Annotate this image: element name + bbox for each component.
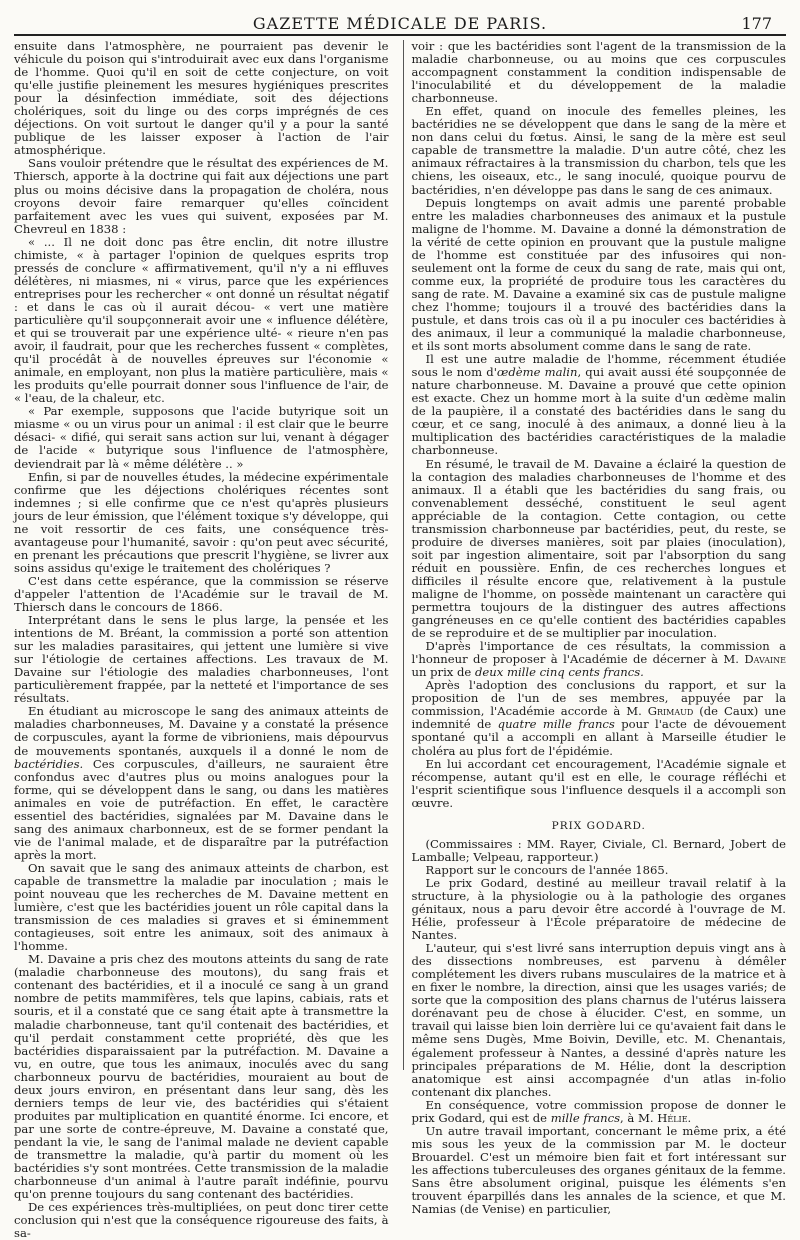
paragraph: De ces expériences très-multipliées, on peut donc tirer cette conclusion qui n'est que la conséquence rigoureuse des faits, à sa- — [14, 1200, 389, 1240]
person-name: Grimaud — [647, 704, 694, 719]
paragraph: Interprétant dans le sens le plus large, la pensée et les intentions de M. Bréant, la commission a porté son attention sur les maladies parasitaires, qui jettent une lumière si vive sur l'étiologie de certaines affections. Les travaux de M. Davaine sur l'étiologie des maladies charbonneuses, l'ont particulièrement frappée, par la netteté et l'importance de ses résultats. — [14, 613, 389, 706]
text-run: (de Caux) une indemnité de — [411, 704, 787, 732]
text-columns — [14, 39, 787, 1240]
paragraph: Le prix Godard, destiné au meilleur travail relatif à la structure, à la physiologie ou à la pathologie des organes génitaux, nous a paru devoir être accordé à l'ouvrage de M. Hélie, professeur à l'École préparatoire de médecine de Nantes. — [411, 875, 786, 943]
quotation: « Par exemple, supposons que l'acide butyrique soit un miasme « ou un virus pour un animal : il est clair que le beurre désaci- « difié, qui serait sans action sur lui, venant à dégager de l'acide « butyrique sous l'influence de l'atmosphère, deviendrait par là « même délétère .. » — [14, 404, 389, 471]
paragraph: En résumé, le travail de M. Davaine a éclairé la question de la contagion des maladies charbonneuses de l'homme et des animaux. Il a établi que les bactéridies du sang frais, ou convenablement desséché, constituent le seul agent appréciable de la contagion. Cette contagion, ou cette transmission charbonneuse par bactéridies, peut, du reste, se produire de diverses manières, soit par plaies (inoculation), soit par ingestion alimentaire, soit par l'absorption du sang réduit en poussière. Enfin, de ces recherches longues et difficiles il résulte encore que, relativement à la pustule maligne de l'homme, on possède maintenant un caractère qui permettra toujours de la distinguer des autres affections gangréneuses en ce qu'elle contient des bactéridies capables de se reproduire et de se multiplier par inoculation. — [411, 456, 786, 641]
journal-title: GAZETTE MÉDICALE DE PARIS. — [252, 14, 548, 33]
left-column — [14, 39, 389, 1240]
header-rule — [14, 34, 786, 36]
paragraph: En lui accordant cet encouragement, l'Académie signale et récompense, autant qu'il est en elle, le courage réfléchi et l'esprit scientifique sous l'influence desquels il a accompli son œuvre. — [411, 756, 786, 810]
paragraph: Un autre travail important, concernant le même prix, a été mis sous les yeux de la commission par M. le docteur Brouardel. C'est un mémoire bien fait et fort intéressant sur les affections tuberculeuses des organes génitaux de la femme. Sans être absolument original, puisque les éléments s'en trouvent éparpillés dans les annales de la science, et que M. Namias (de Venise) en particulier, — [411, 1123, 786, 1217]
text-run: Ces corpuscules, d'ailleurs, ne sauraient être confondus avec d'autres plus ou moins analogues pour la forme, qui se développent dans le sang, ou dans les matières animales en voie de putréfaction. En effet, le caractère essentiel des bactéridies, signalées par M. Davaine dans le sang des animaux charbonneux, est de se former pendant la vie de l'animal malade, et de disparaître par la putréfaction après la mort. — [14, 756, 389, 862]
paragraph: Enfin, si par de nouvelles études, la médecine expérimentale confirme que les déjections cholériques récentes sont indemnes ; si elle confirme que ce n'est qu'après plusieurs jours de leur émission, que l'élément toxique s'y développe, qui ne voit ressortir de ces faits, une conséquence très-avantageuse pour l'humanité, savoir : qu'on peut avec sécurité, en prenant les précautions que prescrit l'hygiène, se livrer aux soins assidus qu'exige le traitement des cholériques ? — [14, 469, 389, 575]
commissioners-line: (Commissaires : MM. Rayer, Civiale, Cl. Bernard, Jobert de Lamballe; Velpeau, rapporteur.) — [411, 836, 786, 864]
quotation: « ... Il ne doit donc pas être enclin, dit notre illustre chimiste, « à partager l'opinion de quelques esprits trop pressés de conclure « affirmativement, qu'il n'y a ni effluves délétères, ni miasmes, ni « virus, parce que les expériences entreprises pour les rechercher « ont donné un résultat négatif : et dans le cas où il aurait décou- « vert une matière particulière qu'il soupçonnerait avoir une « influence délétère, et qui se trouverait par une expérience ulté- « rieure n'en pas avoir, il faudrait, pour que les recherches fussent « complètes, qu'il procédât à de nouvelles épreuves sur l'économie « animale, en employant, non plus la matière particulière, mais « les produits qu'elle pourrait donner sous l'influence de l'air, de « l'eau, de la chaleur, etc. — [14, 234, 389, 406]
text-run: pour l'acte de dévouement spontané qu'il a accompli en allant à Marseille étudier le choléra au plus fort de l'épidémie. — [411, 717, 786, 758]
paragraph: ensuite dans l'atmosphère, ne pourraient pas devenir le véhicule du poison qui s'introduirait avec eux dans l'organisme de l'homme. Quoi qu'il en soit de cette conjecture, on voit qu'elle justifie pleinement les mesures hygiéniques prescrites pour la désinfection immédiate, soit des déjections cholériques, soit du linge ou des corps imprégnés de ces déjections. On voit surtout le danger qu'il y a pour la santé publique de les laisser exposer à l'action de l'air atmosphérique. — [14, 39, 389, 158]
person-name: Hélie — [657, 1110, 688, 1125]
text-run: En étudiant au microscope le sang des animaux atteints de maladies charbonneuses, M. Davaine y a constaté la présence de corpuscules, ayant la forme de vibrioniens, mais dépourvus de mouvements spontanés, auxquels il a donné le nom de — [14, 704, 389, 758]
report-title: Rapport sur le concours de l'année 1865. — [425, 862, 669, 877]
paragraph: Depuis longtemps on avait admis une parenté probable entre les maladies charbonneuses des animaux et la pustule maligne de l'homme. M. Davaine a donné la démonstration de la vérité de cette opinion en prouvant que la pustule maligne de l'homme est constituée par des infusoires qui non-seulement ont la forme de ceux du sang de rate, mais qui ont, comme eux, la propriété de produire tous les caractères du sang de rate. M. Davaine a examiné six cas de pustule maligne chez l'homme; toujours il a trouvé des bactéridies dans la pustule, et dans trois cas où il a pu inoculer ces bactéridies à des animaux, il leur a communiqué la maladie charbonneuse, et ils sont morts absolument comme dans le sang de rate. — [411, 195, 786, 354]
page-header — [14, 10, 786, 36]
italic-amount: deux mille cinq cents francs. — [474, 665, 644, 680]
text-run: Il est une autre maladie de l'homme, récemment étudiée sous le nom d' — [411, 352, 786, 380]
paragraph — [412, 1099, 787, 1125]
person-name: Davaine — [744, 652, 786, 667]
right-column — [403, 39, 787, 1217]
page-number: 177 — [741, 14, 772, 33]
paragraph: On savait que le sang des animaux atteints de charbon, est capable de transmettre la maladie par inoculation ; mais le point nouveau que les recherches de M. Davaine mettent en lumière, c'est que les bactéridies jouent un rôle capital dans la transmission de ces maladies si graves et si éminemment contagieuses, soit entre les animaux, soit des animaux à l'homme. — [14, 860, 389, 954]
text-run: En conséquence, votre commission propose de donner le prix Godard, qui est de — [411, 1097, 786, 1125]
text-run: . — [687, 1110, 692, 1125]
paragraph: Sans vouloir prétendre que le résultat des expériences de M. Thiersch, apporte à la doctrine qui fait aux déjections une part plus ou moins décisive dans la propagation de choléra, nous croyons devoir faire remarquer qu'elles coïncident parfaitement avec les vues qui suivent, exposées par M. Chevreul en 1838 : — [14, 156, 389, 236]
paragraph: voir : que les bactéridies sont l'agent de la transmission de la maladie charbonneuse, ou au moins que ces corpuscules accompagnent constamment la condition indispensable de l'inoculabilité et du développement de la maladie charbonneuse. — [411, 39, 786, 106]
paragraph — [412, 640, 787, 679]
italic-amount: mille francs — [550, 1110, 621, 1125]
paragraph — [412, 353, 787, 457]
italic-term: œdème malin — [496, 365, 578, 380]
text-run: Après l'adoption des conclusions du rapport, et sur la proposition de l'un de ses membres, appuyée par la commission, l'Académie accorde à M. — [411, 678, 786, 719]
paragraph: M. Davaine a pris chez des moutons atteints du sang de rate (maladie charbonneuse des moutons), du sang frais et contenant des bactéridies, et il a inoculé ce sang à un grand nombre de petits mammifères, tels que lapins, cabiais, rats et souris, et il a constaté que ce sang était apte à transmettre la maladie charbonneuse, tant qu'il contenait des bactéridies, et qu'il perdait constamment cette propriété, dès que les bactéridies disparaissaient par la putréfaction. M. Davaine a vu, en outre, que tous les animaux, inoculés avec du sang charbonneux pourvu de bactéridies, mouraient au bout de deux jours environ, en présentant dans leur sang, dès les derniers temps de leur vie, des bactéridies qui s'étaient produites par multiplication en quantité énorme. Ici encore, et par une sorte de contre-épreuve, M. Davaine a constaté que, pendant la vie, le sang de l'animal malade ne devient capable de transmettre la maladie, qu'à partir du moment où les bactéridies s'y sont montrées. Cette transmission de la maladie charbonneuse d'un animal à l'autre paraît indéfinie, pourvu qu'on prenne toujours du sang contenant des bactéridies. — [14, 952, 389, 1202]
text-run: un prix de — [411, 665, 475, 680]
paragraph — [14, 705, 389, 862]
text-run: , qui avait aussi été soupçonnée de nature charbonneuse. M. Davaine a prouvé que cette opinion est exacte. Chez un homme mort à la suite d'un œdème malin de la paupière, il a constaté des bactéridies dans le sang du cœur, et ce sang, inoculé à des animaux, a donné lieu à la multiplication des bactéridies caractéristiques de la maladie charbonneuse. — [411, 365, 786, 458]
italic-amount: quatre mille francs — [497, 717, 615, 732]
italic-term: bactéridies. — [14, 756, 84, 771]
text-run: , à M. — [620, 1110, 658, 1125]
paragraph — [412, 679, 787, 757]
section-title: PRIX GODARD. — [551, 819, 646, 832]
paragraph: C'est dans cette espérance, que la commission se réserve d'appeler l'attention de l'Académie sur le travail de M. Thiersch dans le concours de 1866. — [14, 573, 389, 615]
text-run: D'après l'importance de ces résultats, la commission a l'honneur de proposer à l'Académie de décerner à M. — [411, 639, 786, 667]
paragraph: L'auteur, qui s'est livré sans interruption depuis vingt ans à des dissections nombreuses, est parvenu à démêler complétement les divers rubans musculaires de la matrice et à en fixer le nombre, la direction, ainsi que les usages variés; de sorte que la composition des plans charnus de l'utérus laissera dorénavant peu de chose à élucider. C'est, en somme, un travail qui laisse bien loin derrière lui ce qu'avaient fait dans le même sens Dugès, Mme Boivin, Deville, etc. M. Chenantais, également professeur à Nantes, a dessiné d'après nature les principales préparations de M. Hélie, dont la description anatomique est ainsi accompagnée d'un atlas in-folio contenant dix planches. — [411, 941, 786, 1099]
paragraph: En effet, quand on inocule des femelles pleines, les bactéridies ne se développent que dans le sang de la mère et non dans celui du fœtus. Ainsi, le sang de la mère est seul capable de transmettre la maladie. D'un autre côté, chez les animaux réfractaires à la transmission du charbon, tels que les chiens, les oiseaux, etc., le sang inoculé, quoique pourvu de bactéridies, n'en développe pas dans le sang de ces animaux. — [411, 104, 786, 197]
